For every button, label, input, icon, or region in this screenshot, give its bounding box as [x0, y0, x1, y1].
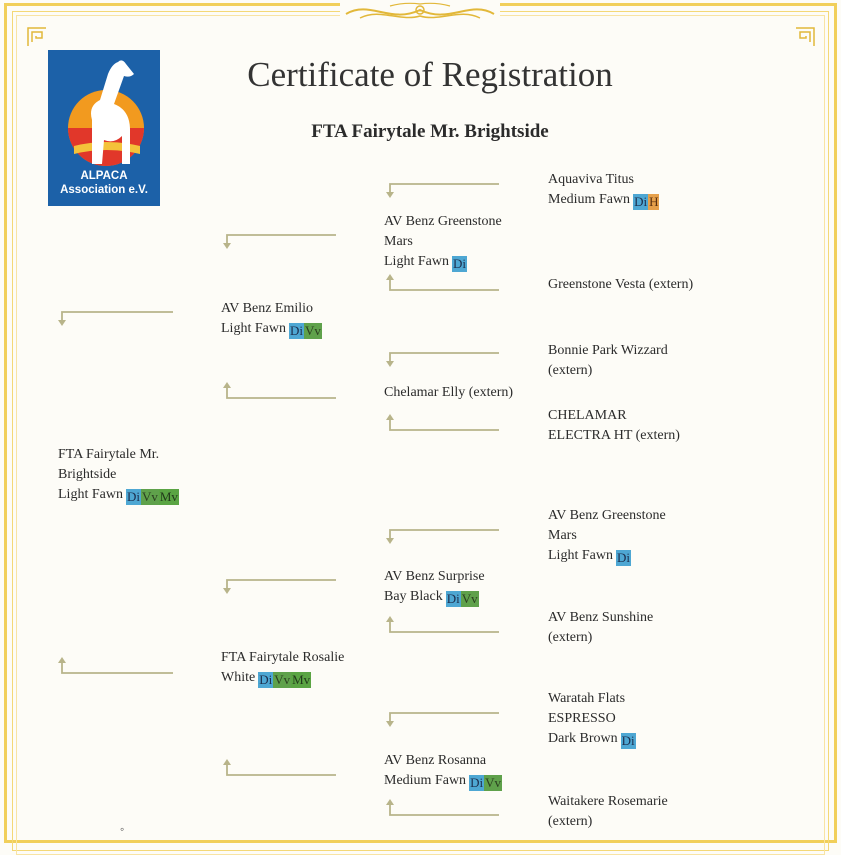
badge-di: Di: [126, 489, 140, 504]
ggp-name-line-2: ESPRESSO: [548, 711, 616, 726]
ggp-1: [548, 170, 660, 210]
arrow-down-icon: [390, 353, 499, 363]
arrow-down-icon: [390, 713, 499, 723]
arrow-up-icon: [390, 620, 499, 632]
ggp-color: Dark Brown: [548, 731, 618, 746]
subject-name-line-1: FTA Fairytale Mr.: [58, 447, 160, 462]
arrow-down-icon: [227, 235, 336, 245]
sire-sire-name-line-1: AV Benz Greenstone: [384, 214, 502, 229]
ggp-2: [548, 275, 693, 295]
genetic-badge: [615, 550, 632, 566]
badge-di: Di: [470, 775, 484, 790]
badge-mv: Mv: [292, 672, 311, 687]
ggp-name-line-2: (extern): [548, 630, 593, 645]
dam-color: White: [221, 670, 256, 685]
sire-sire-color: Light Fawn: [384, 254, 449, 269]
arrow-down-icon: [62, 312, 173, 322]
animal-name-heading: FTA Fairytale Mr. Brightside: [311, 121, 549, 142]
ggp-name-line-1: Greenstone Vesta (extern): [548, 277, 694, 292]
certificate-title: Certificate of Registration: [247, 55, 613, 94]
badge-vv: Vv: [274, 672, 291, 687]
ggp-4: [548, 406, 680, 446]
badge-h: H: [649, 194, 659, 209]
subject-name-line-2: Brightside: [58, 467, 117, 482]
sire-color: Light Fawn: [221, 321, 286, 336]
pedigree-dam-dam: [384, 751, 503, 791]
badge-di: Di: [259, 672, 273, 687]
ggp-name-line-2: Mars: [548, 528, 577, 543]
sire-dam-name: Chelamar Elly (extern): [384, 385, 514, 400]
ggp-color: Medium Fawn: [548, 192, 631, 207]
subject-color: Light Fawn: [58, 487, 123, 502]
dam-dam-name: AV Benz Rosanna: [384, 753, 487, 768]
ggp-name-line-2: ELECTRA HT (extern): [548, 428, 680, 443]
ggp-name-line-1: AV Benz Sunshine: [548, 610, 654, 625]
ggp-color: Light Fawn: [548, 548, 613, 563]
arrow-up-icon: [227, 386, 336, 398]
ggp-name-line-1: AV Benz Greenstone: [548, 508, 666, 523]
logo-line-1: ALPACA: [80, 170, 128, 182]
arrow-up-icon: [390, 278, 499, 290]
logo-line-2: Association e.V.: [60, 184, 148, 196]
arrow-up-icon: [390, 418, 499, 430]
badge-di: Di: [616, 550, 630, 565]
badge-di: Di: [621, 733, 635, 748]
badge-di: Di: [446, 591, 460, 606]
badge-vv: Vv: [304, 323, 321, 338]
ggp-name-line-1: Waratah Flats: [548, 691, 626, 706]
genetic-badge: [468, 775, 503, 791]
genetic-badge: [451, 256, 468, 272]
pedigree-sire-dam: [384, 383, 513, 403]
arrow-up-icon: [227, 763, 336, 775]
arrow-up-icon: [62, 661, 173, 673]
sire-name: AV Benz Emilio: [221, 301, 314, 316]
dam-sire-name: AV Benz Surprise: [384, 569, 485, 584]
badge-vv: Vv: [485, 775, 501, 790]
arrow-up-icon: [390, 803, 499, 815]
arrow-down-icon: [390, 530, 499, 540]
ggp-8: [548, 792, 668, 832]
pedigree-sire-sire: [384, 212, 502, 272]
ggp-6: [548, 608, 653, 648]
pedigree-sire: [221, 299, 323, 339]
ggp-name-line-1: CHELAMAR: [548, 408, 627, 423]
genetic-badge: [125, 489, 180, 505]
genetic-badge: [445, 591, 480, 607]
dam-sire-color: Bay Black: [384, 589, 443, 604]
badge-di: Di: [452, 256, 466, 271]
ggp-name-line-1: Bonnie Park Wizzard: [548, 343, 668, 358]
dam-dam-color: Medium Fawn: [384, 773, 467, 788]
ggp-3: [548, 341, 668, 381]
genetic-badge: [288, 323, 323, 339]
ggp-name-line-2: (extern): [548, 814, 593, 829]
pedigree-dam: [221, 648, 344, 688]
badge-vv: Vv: [141, 489, 158, 504]
pedigree-subject: [58, 445, 180, 505]
ggp-name-line-1: Aquaviva Titus: [548, 172, 634, 187]
badge-mv: Mv: [159, 489, 178, 504]
stray-mark: ◦: [120, 822, 125, 836]
sire-sire-name-line-2: Mars: [384, 234, 413, 249]
genetic-badge: [620, 733, 637, 749]
badge-di: Di: [289, 323, 303, 338]
badge-di: Di: [634, 194, 648, 209]
dam-name: FTA Fairytale Rosalie: [221, 650, 345, 665]
badge-vv: Vv: [461, 591, 478, 606]
arrow-down-icon: [390, 184, 499, 194]
genetic-badge: [632, 194, 660, 210]
ggp-5: [548, 506, 666, 566]
arrow-down-icon: [227, 580, 336, 590]
genetic-badge: [257, 672, 312, 688]
ggp-name-line-2: (extern): [548, 363, 593, 378]
pedigree-dam-sire: [384, 567, 485, 607]
ggp-name-line-1: Waitakere Rosemarie: [548, 794, 668, 809]
ggp-7: [548, 689, 637, 749]
